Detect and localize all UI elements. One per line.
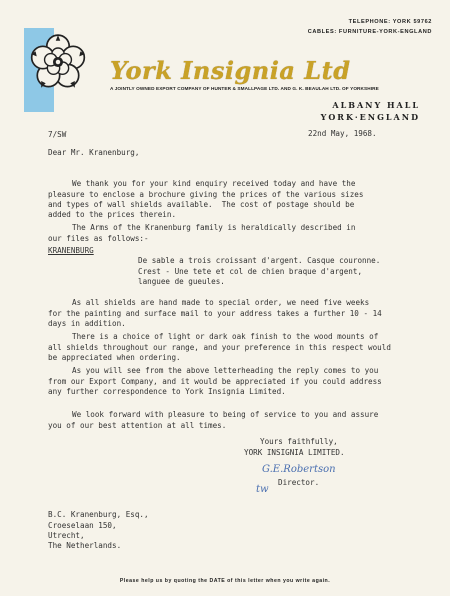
salutation: Dear Mr. Kranenburg,	[48, 148, 140, 157]
heraldry-name: KRANENBURG	[48, 246, 94, 255]
paragraph-2: The Arms of the Kranenburg family is heraldically described in our files as follows:-	[48, 223, 356, 243]
address-line-2: YORK·ENGLAND	[320, 112, 420, 122]
company-signature-line: YORK INSIGNIA LIMITED.	[244, 448, 345, 457]
closing: Yours faithfully,	[260, 437, 338, 446]
handwritten-signature: G.E.Robertson	[262, 464, 336, 475]
company-name: York Insignia Ltd	[110, 56, 351, 85]
paragraph-5: As you will see from the above letterheading the reply comes to you from our Export Company, and it would be appreciated if you could address any further correspondence to York Insignia Limited.	[48, 366, 382, 396]
address-line-1: ALBANY HALL	[332, 100, 420, 110]
letter-date: 22nd May, 1968.	[308, 129, 377, 138]
paragraph-4: There is a choice of light or dark oak finish to the wood mounts of all shields throughout our range, and your preference in this respect would be appreciated when ordering.	[48, 332, 391, 362]
company-tagline: A JOINTLY OWNED EXPORT COMPANY OF HUNTER & SMALLPAGE LTD. AND G. K. BEAULAH LTD. OF YORKSHIRE	[110, 86, 379, 91]
footer-note: Please help us by quoting the DATE of this letter when you write again.	[119, 578, 331, 584]
telephone: TELEPHONE: YORK 59762	[348, 19, 432, 25]
paragraph-1: We thank you for your kind enquiry received today and have the pleasure to enclose a brochure giving the prices of the various sizes and types of wall shields available. The cost of postage should be added to the prices therein.	[48, 179, 364, 220]
reference: 7/SW	[48, 130, 67, 139]
signatory-title: Director.	[278, 478, 320, 487]
paragraph-6: We look forward with pleasure to being of service to you and assure you of our best attention at all times.	[48, 410, 379, 430]
recipient-address: B.C. Kranenburg, Esq., Croeselaan 150, Utrecht, The Netherlands.	[48, 510, 149, 551]
tudor-rose-icon	[30, 34, 86, 90]
heraldry-description: De sable a trois croissant d'argent. Casque couronne. Crest - Une tete et col de chien braque d'argent, languee de gueules.	[138, 256, 381, 286]
handwritten-initials: tw	[256, 484, 269, 495]
cables: CABLES: FURNITURE-YORK-ENGLAND	[307, 29, 432, 35]
paragraph-3: As all shields are hand made to special order, we need five weeks for the painting and surface mail to your address takes a further 10 - 14 days in addition.	[48, 298, 382, 328]
